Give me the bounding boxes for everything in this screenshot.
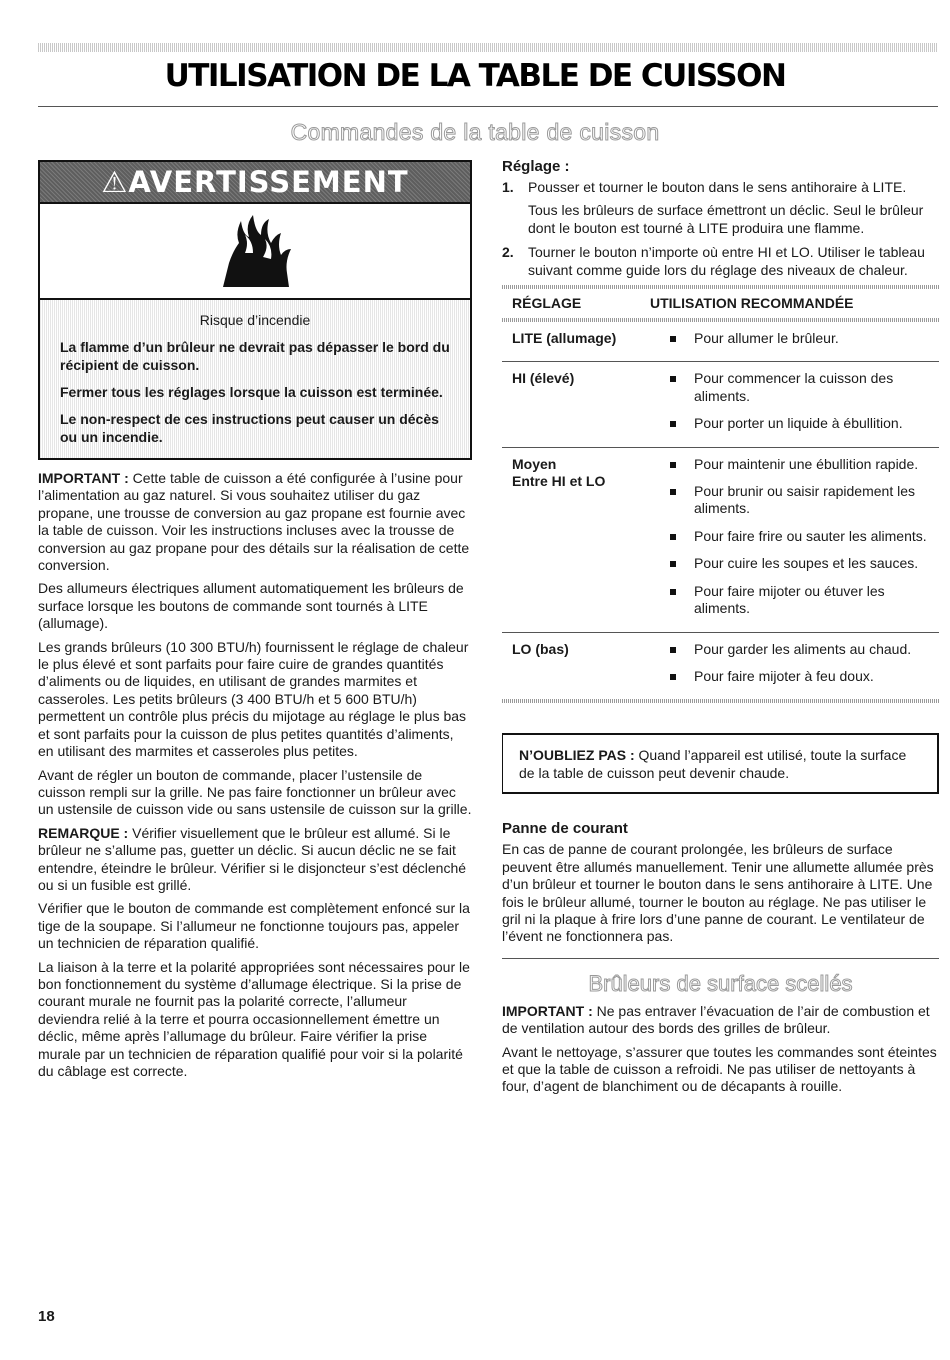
page-number: 18: [38, 1308, 55, 1325]
section-subtitle: Commandes de la table de cuisson: [290, 119, 660, 145]
bullet-square-icon: [670, 674, 676, 680]
table-bottom-rule: [502, 699, 939, 703]
warning-line: Fermer tous les réglages lorsque la cuisson est terminée.: [60, 384, 443, 400]
bullet-square-icon: [670, 489, 676, 495]
use-item: Pour garder les aliments au chaud.: [650, 641, 939, 658]
right-column: [502, 158, 939, 1096]
reminder-box: [502, 733, 939, 794]
warning-triangle-icon: ⚠: [101, 165, 129, 199]
uses-cell: [650, 322, 939, 362]
heat-settings-table: [502, 289, 939, 699]
reminder-text: Quand l’appareil est utilisé, toute la surface de la table de cuisson peut devenir chaude.: [519, 747, 907, 782]
warning-header-text: AVERTISSEMENT: [128, 165, 409, 199]
paragraph: Les grands brûleurs (10 300 BTU/h) fournissent le réglage de chaleur le plus élevé et sont parfaits pour faire cuire de grandes quantités d’aliments ou de liquides, en utilisant de grandes marmites et casseroles. Les petits brûleurs (3 400 BTU/h et 5 600 BTU/h) permettent un contrôle plus précis du mijotage au réglage le plus bas et sont parfaits pour la cuisson de plus petites quantités d’aliments, en utilisant des marmites et casseroles plus petites.: [38, 638, 469, 760]
section-rule: [502, 958, 939, 959]
column-header: RÉGLAGE: [512, 295, 582, 312]
table-row: [502, 322, 939, 362]
paragraph-important: IMPORTANT : Cette table de cuisson a été configurée à l’usine pour l’alimentation au gaz naturel. Si vous souhaitez utiliser du gaz propane, une trousse de conversion au gaz propane est fournie avec la table de cuisson. Voir les instructions incluses avec la trousse de conversion au gaz propane pour des détails sur la réalisation de cette conversion.: [38, 470, 470, 574]
bullet-square-icon: [670, 462, 676, 468]
use-item: Pour faire frire ou sauter les aliments.: [650, 528, 939, 545]
setting-cell: LITE (allumage): [512, 330, 617, 347]
bullet-square-icon: [670, 534, 676, 540]
power-outage-heading: Panne de courant: [502, 820, 628, 838]
paragraph: Vérifier que le bouton de commande est complètement enfoncé sur la tige de la soupape. Si l’allumeur ne fonctionne toujours pas, appeler un technicien de réparation qualifié.: [38, 900, 470, 952]
paragraph: Des allumeurs électriques allument automatiquement les brûleurs de surface lorsque les boutons de commande sont tournés à LITE (allumage).: [38, 580, 464, 632]
warning-box: [38, 160, 472, 460]
sealed-burners-title: Brûleurs de surface scellés: [588, 970, 853, 996]
use-item: Pour faire mijoter ou étuver les aliments.: [650, 583, 939, 618]
paragraph: Avant de régler un bouton de commande, placer l’ustensile de cuisson rempli sur la grille. Ne pas faire fonctionner un brûleur avec un ustensile de cuisson vide ou sans ustensile de cuisson sur la grille.: [38, 766, 472, 818]
table-row: [502, 632, 939, 699]
bullet-square-icon: [670, 336, 676, 342]
uses-cell: [650, 447, 939, 632]
setting-cell: Moyen Entre HI et LO: [502, 447, 650, 632]
warning-line: La flamme d’un brûleur ne devrait pas dépasser le bord du récipient de cuisson.: [60, 339, 450, 373]
uses-cell: [650, 632, 939, 699]
bullet-square-icon: [670, 589, 676, 595]
paragraph-important: IMPORTANT : Ne pas entraver l’évacuation de l’air de combustion et de ventilation autour des bords des grilles de brûleur.: [502, 1002, 930, 1037]
step-note: Tous les brûleurs de surface émettront un déclic. Seul le brûleur dont le bouton est tourné à LITE produira une flamme.: [528, 202, 924, 236]
step-item: 2. Tourner le bouton n’importe où entre HI et LO. Utiliser le tableau suivant comme guide lors du réglage des niveaux de chaleur.: [502, 244, 925, 278]
setting-cell: LO (bas): [502, 632, 650, 699]
top-dotted-rule: [38, 43, 938, 52]
page-title: UTILISATION DE LA TABLE DE CUISSON: [164, 58, 786, 94]
bullet-square-icon: [670, 647, 676, 653]
warning-body: [40, 300, 470, 458]
reglage-heading: Réglage :: [502, 158, 570, 175]
use-item: Pour porter un liquide à ébullition.: [650, 415, 939, 432]
use-item: Pour commencer la cuisson des aliments.: [650, 370, 939, 405]
warning-line: Le non-respect de ces instructions peut causer un décès ou un incendie.: [60, 411, 439, 445]
bullet-square-icon: [670, 561, 676, 567]
left-column: [38, 160, 472, 1080]
paragraph: La liaison à la terre et la polarité appropriées sont nécessaires pour le bon fonctionnement du système d’allumage électrique. Si la prise de courant murale ne fournit pas la polarité correcte, l’allumeur deviendra relié à la terre et pourra occasionnellement émettre un déclic, même après l’allumage du brûleur. Faire vérifier la prise murale par un technicien de réparation qualifié pour voir si la polarité du câblage est correcte.: [38, 958, 470, 1079]
risk-label: Risque d’incendie: [199, 312, 311, 328]
step-item: 1. Pousser et tourner le bouton dans le sens antihoraire à LITE.: [502, 179, 907, 195]
use-item: Pour faire mijoter à feu doux.: [650, 668, 939, 685]
table-header-row: [502, 289, 939, 318]
paragraph: Avant le nettoyage, s’assurer que toutes les commandes sont éteintes et que la table de cuisson a refroidi. Ne pas utiliser de nettoyants à four, d’agent de blanchiment ou de décapants à rouille.: [502, 1043, 937, 1095]
bullet-square-icon: [670, 421, 676, 427]
reminder-lead: N’OUBLIEZ PAS :: [519, 747, 635, 764]
use-item: Pour brunir ou saisir rapidement les aliments.: [650, 483, 939, 518]
warning-header: [40, 162, 470, 204]
use-item: Pour cuire les soupes et les sauces.: [650, 555, 939, 572]
table-row: [502, 447, 939, 632]
left-text: [38, 470, 472, 1080]
use-item: Pour allumer le brûleur.: [650, 330, 939, 347]
paragraph-remarque: REMARQUE : Vérifier visuellement que le brûleur est allumé. Si le brûleur ne s’allume pas, guetter un déclic. Si aucun déclic ne se fait entendre, éteindre le brûleur. Vérifier si le disjoncteur s’est déclenché ou si un fusible est grillé.: [38, 824, 467, 893]
bullet-square-icon: [670, 376, 676, 382]
table-row: [502, 362, 939, 447]
fire-icon: [215, 213, 295, 289]
uses-cell: [650, 362, 939, 447]
power-outage-text: En cas de panne de courant prolongée, les brûleurs de surface peuvent être allumés manuellement. Tenir une allumette allumée près d’un brûleur et tourner le bouton dans le sens antihoraire à LITE. Une fois le brûleur allumé, tourner le bouton au réglage. Ne pas utiliser le gril ni la plaque à frire lors d’une panne de courant. Le ventilateur de l’évent ne fonctionnera pas.: [502, 841, 934, 945]
setting-cell: HI (élevé): [502, 362, 650, 447]
title-rule: [38, 106, 938, 107]
column-header: UTILISATION RECOMMANDÉE: [650, 295, 854, 312]
reglage-steps-2: [502, 244, 939, 279]
warning-icon-area: [40, 204, 470, 300]
reglage-steps: [502, 179, 939, 196]
use-item: Pour maintenir une ébullition rapide.: [650, 456, 939, 473]
